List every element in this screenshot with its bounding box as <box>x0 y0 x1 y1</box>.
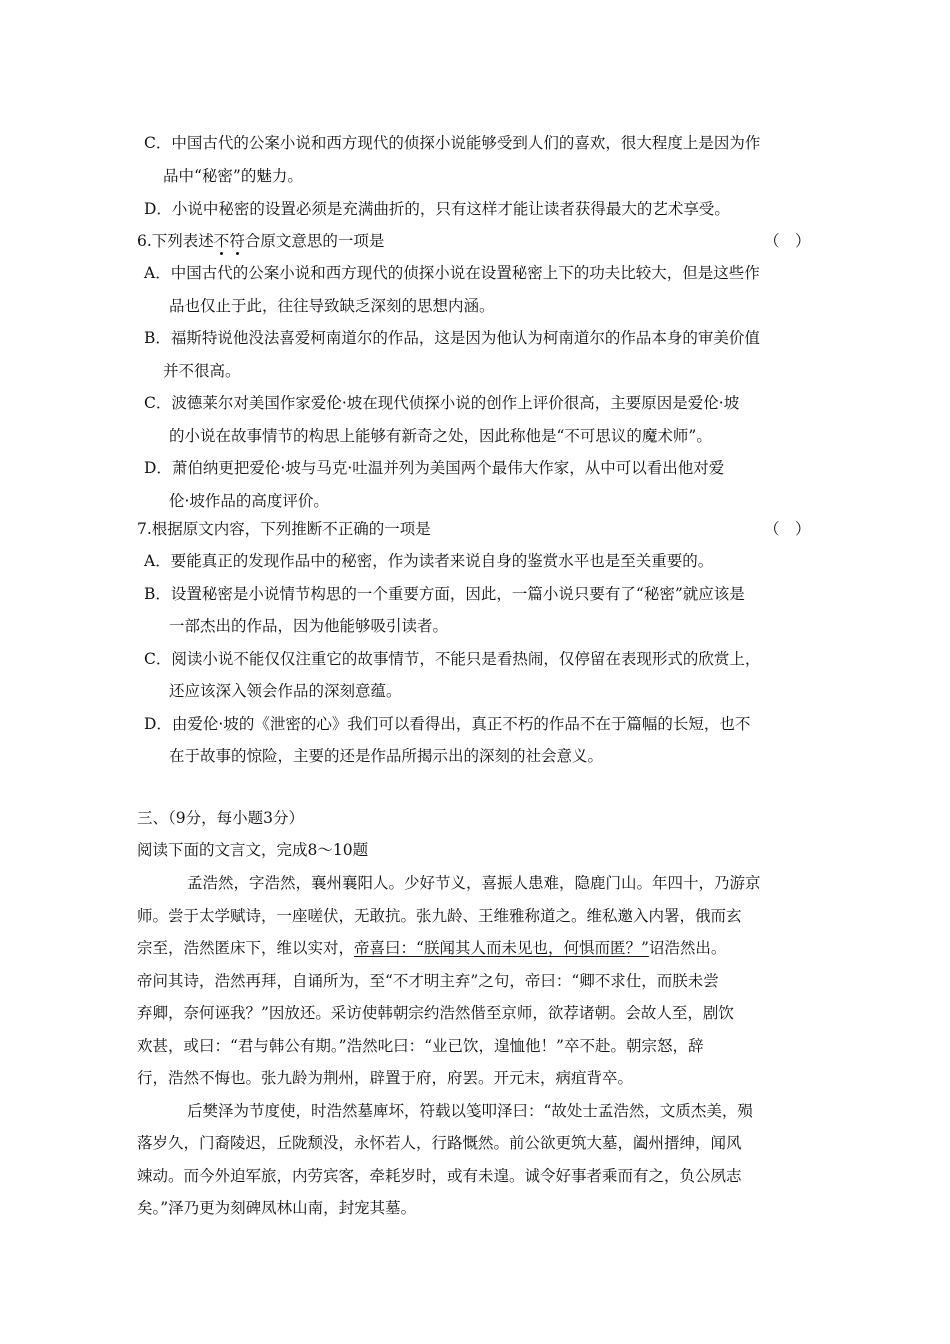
q7-option-a: A．要能真正的发现作品中的秘密，作为读者来说自身的鉴赏水平也是至关重要的。 <box>144 552 714 570</box>
q6-option-c-line1: C．波德莱尔对美国作家爱伦·坡在现代侦探小说的创作上评价很高，主要原因是爱伦·坡 <box>144 394 740 412</box>
passage-p1-line3-pre: 宗至，浩然匿床下，维以实对， <box>137 939 355 957</box>
q6-option-a-line1: A．中国古代的公案小说和西方现代的侦探小说在设置秘密上下的功夫比较大，但是这些作 <box>144 264 760 282</box>
q6-option-c-line2: 的小说在故事情节的构思上能够有新奇之处，因此称他是“不可思议的魔术师”。 <box>169 427 712 445</box>
passage-p1-line5: 弃卿，奈何诬我？”因放还。采访使韩朝宗约浩然偕至京师，欲荐诸朝。会故人至，剧饮 <box>137 1004 734 1022</box>
q6-option-d-line2: 伦·坡作品的高度评价。 <box>169 492 329 510</box>
section3-heading: 三、（9分，每小题3分） <box>137 809 304 827</box>
q7-option-b-line1: B．设置秘密是小说情节构思的一个重要方面，因此，一篇小说只要有了“秘密”就应该是 <box>144 585 745 603</box>
passage-p1-line3 <box>137 938 726 958</box>
passage-p1-line4: 帝问其诗，浩然再拜，自诵所为，至“不才明主弃”之句，帝曰：“卿不求仕，而朕未尝 <box>137 972 719 990</box>
passage-p1-line3-post: 诏浩然出。 <box>648 939 727 957</box>
passage-underlined-sentence: 帝喜曰：“朕闻其人而未见也，何惧而匿？” <box>354 939 649 957</box>
q5-option-c-line2: 品中“秘密”的魅力。 <box>163 167 303 185</box>
q6-stem-post: 合原文意思的一项是 <box>244 232 385 250</box>
q7-option-c-line1: C．阅读小说不能仅仅注重它的故事情节，不能只是看热闹，仅停留在表现形式的欣赏上， <box>144 650 761 668</box>
q7-option-d-line1: D．由爱伦·坡的《泄密的心》我们可以看得出，真正不朽的作品不在于篇幅的长短，也不 <box>144 715 751 733</box>
section3-instruction: 阅读下面的文言文，完成8～10题 <box>137 841 369 859</box>
q6-stem-emphasis-1: 不 <box>213 232 230 250</box>
q6-stem-pre: 6.下列表述 <box>137 232 214 250</box>
q6-option-b-line1: B．福斯特说他没法喜爱柯南道尔的作品，这是因为他认为柯南道尔的作品本身的审美价值 <box>144 329 760 347</box>
q6-stem-emphasis-2: 符 <box>229 232 245 250</box>
passage-p2-line4: 矣。”泽乃更为刻碑凤林山南，封宠其墓。 <box>137 1199 417 1217</box>
q7-option-d-line2: 在于故事的惊险，主要的还是作品所揭示出的深刻的社会意义。 <box>169 747 604 765</box>
q6-option-b-line2: 并不很高。 <box>163 362 241 380</box>
q7-stem: 7.根据原文内容，下列推断不正确的一项是 <box>137 520 431 538</box>
passage-p2-line1: 后樊泽为节度使，时浩然墓庳坏，符载以笺叩泽曰：“故处士孟浩然，文质杰美，殒 <box>187 1102 753 1120</box>
q7-option-c-line2: 还应该深入领会作品的深刻意蕴。 <box>169 682 402 700</box>
q5-option-d: D．小说中秘密的设置必须是充满曲折的，只有这样才能让读者获得最大的艺术享受。 <box>144 200 730 218</box>
q7-answer-paren: （ ） <box>764 520 811 538</box>
passage-p2-line3: 竦动。而今外迫军旅，内劳宾客，牵耗岁时，或有未遑。诚令好事者乘而有之，负公夙志 <box>137 1167 742 1185</box>
q6-stem <box>137 231 384 251</box>
q6-option-a-line2: 品也仅止于此，往往导致缺乏深刻的思想内涵。 <box>169 297 495 315</box>
q6-answer-paren: （ ） <box>764 232 811 250</box>
passage-p1-line7: 行，浩然不悔也。张九龄为荆州，辟置于府，府罢。开元末，病疽背卒。 <box>137 1069 634 1087</box>
q5-option-c-line1: C．中国古代的公案小说和西方现代的侦探小说能够受到人们的喜欢，很大程度上是因为作 <box>144 134 761 152</box>
q7-option-b-line2: 一部杰出的作品，因为他能够吸引读者。 <box>169 617 449 635</box>
passage-p1-line6: 欢甚，或曰：“君与韩公有期。”浩然叱曰：“业已饮，遑恤他！”卒不赴。朝宗怒，辞 <box>137 1037 704 1055</box>
passage-p1-line1: 孟浩然，字浩然，襄州襄阳人。少好节义，喜振人患难，隐鹿门山。年四十，乃游京 <box>187 874 761 892</box>
passage-p2-line2: 落岁久，门裔陵迟，丘陇颓没，永怀若人，行路慨然。前公欲更筑大墓，阖州搢绅，闻风 <box>137 1134 742 1152</box>
passage-p1-line2: 师。尝于太学赋诗，一座嗟伏，无敢抗。张九龄、王维雅称道之。维私邀入内署，俄而玄 <box>137 907 742 925</box>
q6-option-d-line1: D．萧伯纳更把爱伦·坡与马克·吐温并列为美国两个最伟大作家，从中可以看出他对爱 <box>144 459 725 477</box>
